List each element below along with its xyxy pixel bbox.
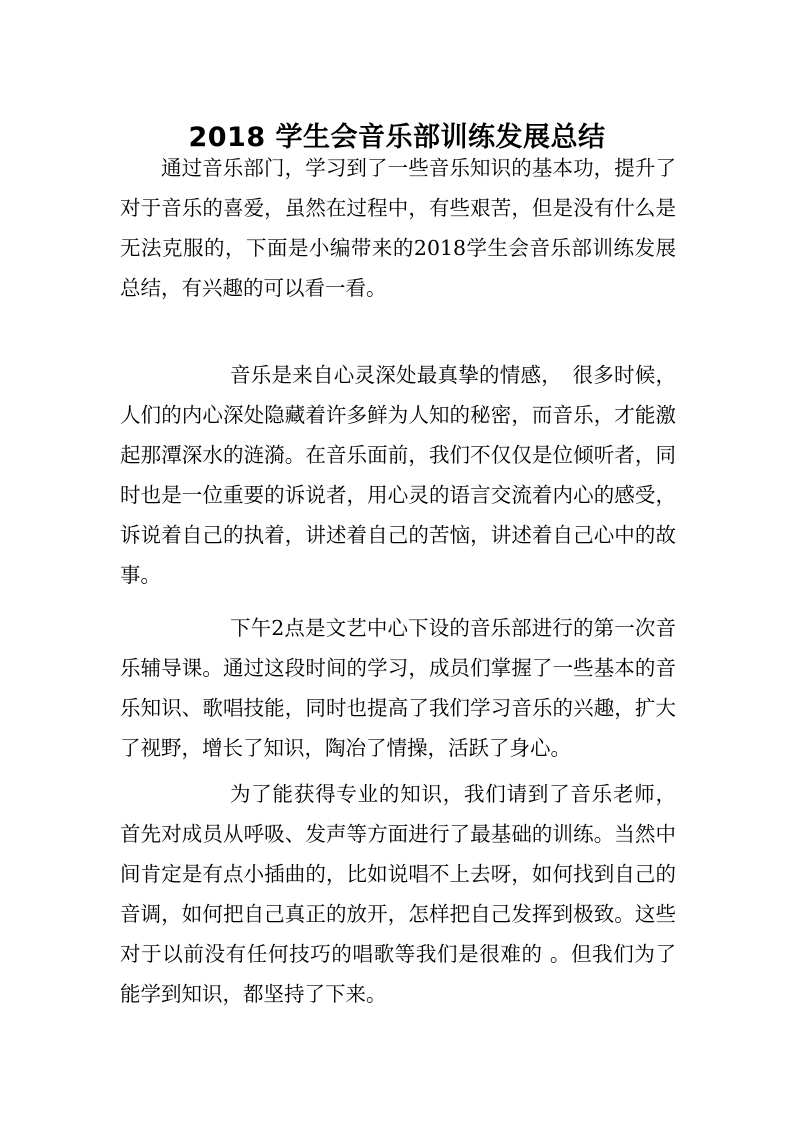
page-title: 2018 学生会音乐部训练发展总结	[188, 122, 606, 154]
body-paragraph-3: 为了能获得专业的知识，我们请到了音乐老师，首先对成员从呼吸、发声等方面进行了最基础的训练。当然中间肯定是有点小插曲的，比如说唱不上去呀，如何找到自己的音调，如何把自己真正的放开，怎样把自己发挥到极致。这些对于以前没有任何技巧的唱歌等我们是很难的 。但我们为了能学到知识，都坚持了下来。	[120, 782, 676, 1006]
intro-paragraph: 通过音乐部门，学习到了一些音乐知识的基本功，提升了对于音乐的喜爱，虽然在过程中，有些艰苦，但是没有什么是无法克服的，下面是小编带来的2018学生会音乐部训练发展总结，有兴趣的可以看一看。	[120, 156, 676, 300]
body-paragraph-1: 音乐是来自心灵深处最真挚的情感， 很多时候，人们的内心深处隐藏着许多鲜为人知的秘密，而音乐，才能激起那潭深水的涟漪。在音乐面前，我们不仅仅是位倾听者，同时也是一位重要的诉说者，用心灵的语言交流着内心的感受，诉说着自己的执着，讲述着自己的苦恼，讲述着自己心中的故事。	[120, 363, 676, 587]
body-paragraph-2: 下午2点是文艺中心下设的音乐部进行的第一次音乐辅导课。通过这段时间的学习，成员们掌握了一些基本的音乐知识、歌唱技能，同时也提高了我们学习音乐的兴趣，扩大了视野，增长了知识，陶冶了情操，活跃了身心。	[120, 616, 676, 760]
